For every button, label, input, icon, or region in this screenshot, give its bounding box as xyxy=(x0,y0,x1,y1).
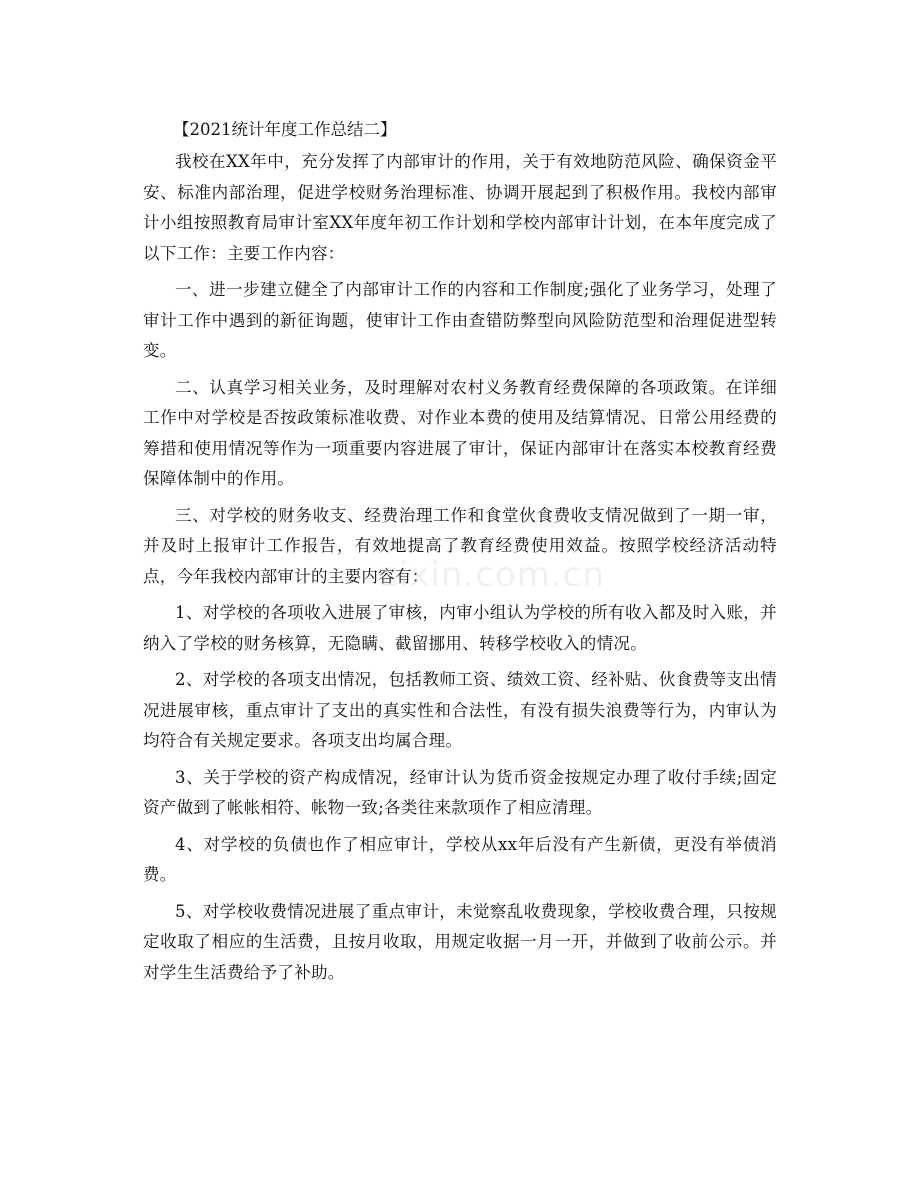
paragraph-intro: 我校在XX年中，充分发挥了内部审计的作用，关于有效地防范风险、确保资金平安、标准内部治理，促进学校财务治理标准、协调开展起到了积极作用。我校内部审计小组按照教育局审计室XX年度年初工作计划和学校内部审计计划，在本年度完成了以下工作：主要工作内容： xyxy=(143,152,777,263)
paragraph-item-1: 一、进一步建立健全了内部审计工作的内容和工作制度;强化了业务学习，处理了审计工作中遇到的新征询题，使审计工作由查错防弊型向风险防范型和治理促进型转变。 xyxy=(143,280,777,360)
paragraph-subitem-5: 5、对学校收费情况进展了重点审计，未觉察乱收费现象，学校收费合理，只按规定收取了相应的生活费，且按月收取，用规定收据一月一开，并做到了收前公示。并对学生生活费给予了补助。 xyxy=(143,901,777,982)
paragraph-subitem-2: 2、对学校的各项支出情况，包括教师工资、绩效工资、经补贴、伙食费等支出情况进展审核，重点审计了支出的真实性和合法性，有没有损失浪费等行为，内审认为均符合有关规定要求。各项支出均属合理。 xyxy=(143,670,777,750)
paragraph-item-2: 二、认真学习相关业务，及时理解对农村义务教育经费保障的各项政策。在详细工作中对学校是否按政策标准收费、对作业本费的使用及结算情况、日常公用经费的筹措和使用情况等作为一项重要内容进展了审计，保证内部审计在落实本校教育经费保障体制中的作用。 xyxy=(143,377,777,488)
paragraph-item-3: 三、对学校的财务收支、经费治理工作和食堂伙食费收支情况做到了一期一审，并及时上报审计工作报告，有效地提高了教育经费使用效益。按照学校经济活动特点，今年我校内部审计的主要内容有： xyxy=(143,505,777,586)
document-title: 【2021统计年度工作总结二】 xyxy=(173,120,397,139)
document-body xyxy=(143,112,777,994)
watermark: zixin.com.cn xyxy=(380,555,605,595)
paragraph-subitem-3: 3、关于学校的资产构成情况，经审计认为货币资金按规定办理了收付手续;固定资产做到了帐帐相符、帐物一致;各类往来款项作了相应清理。 xyxy=(143,767,777,817)
paragraph-subitem-1: 1、对学校的各项收入进展了审核，内审小组认为学校的所有收入都及时入账，并纳入了学校的财务核算，无隐瞒、截留挪用、转移学校收入的情况。 xyxy=(143,603,777,653)
paragraph-subitem-4: 4、对学校的负债也作了相应审计，学校从xx年后没有产生新债，更没有举债消费。 xyxy=(143,834,777,884)
